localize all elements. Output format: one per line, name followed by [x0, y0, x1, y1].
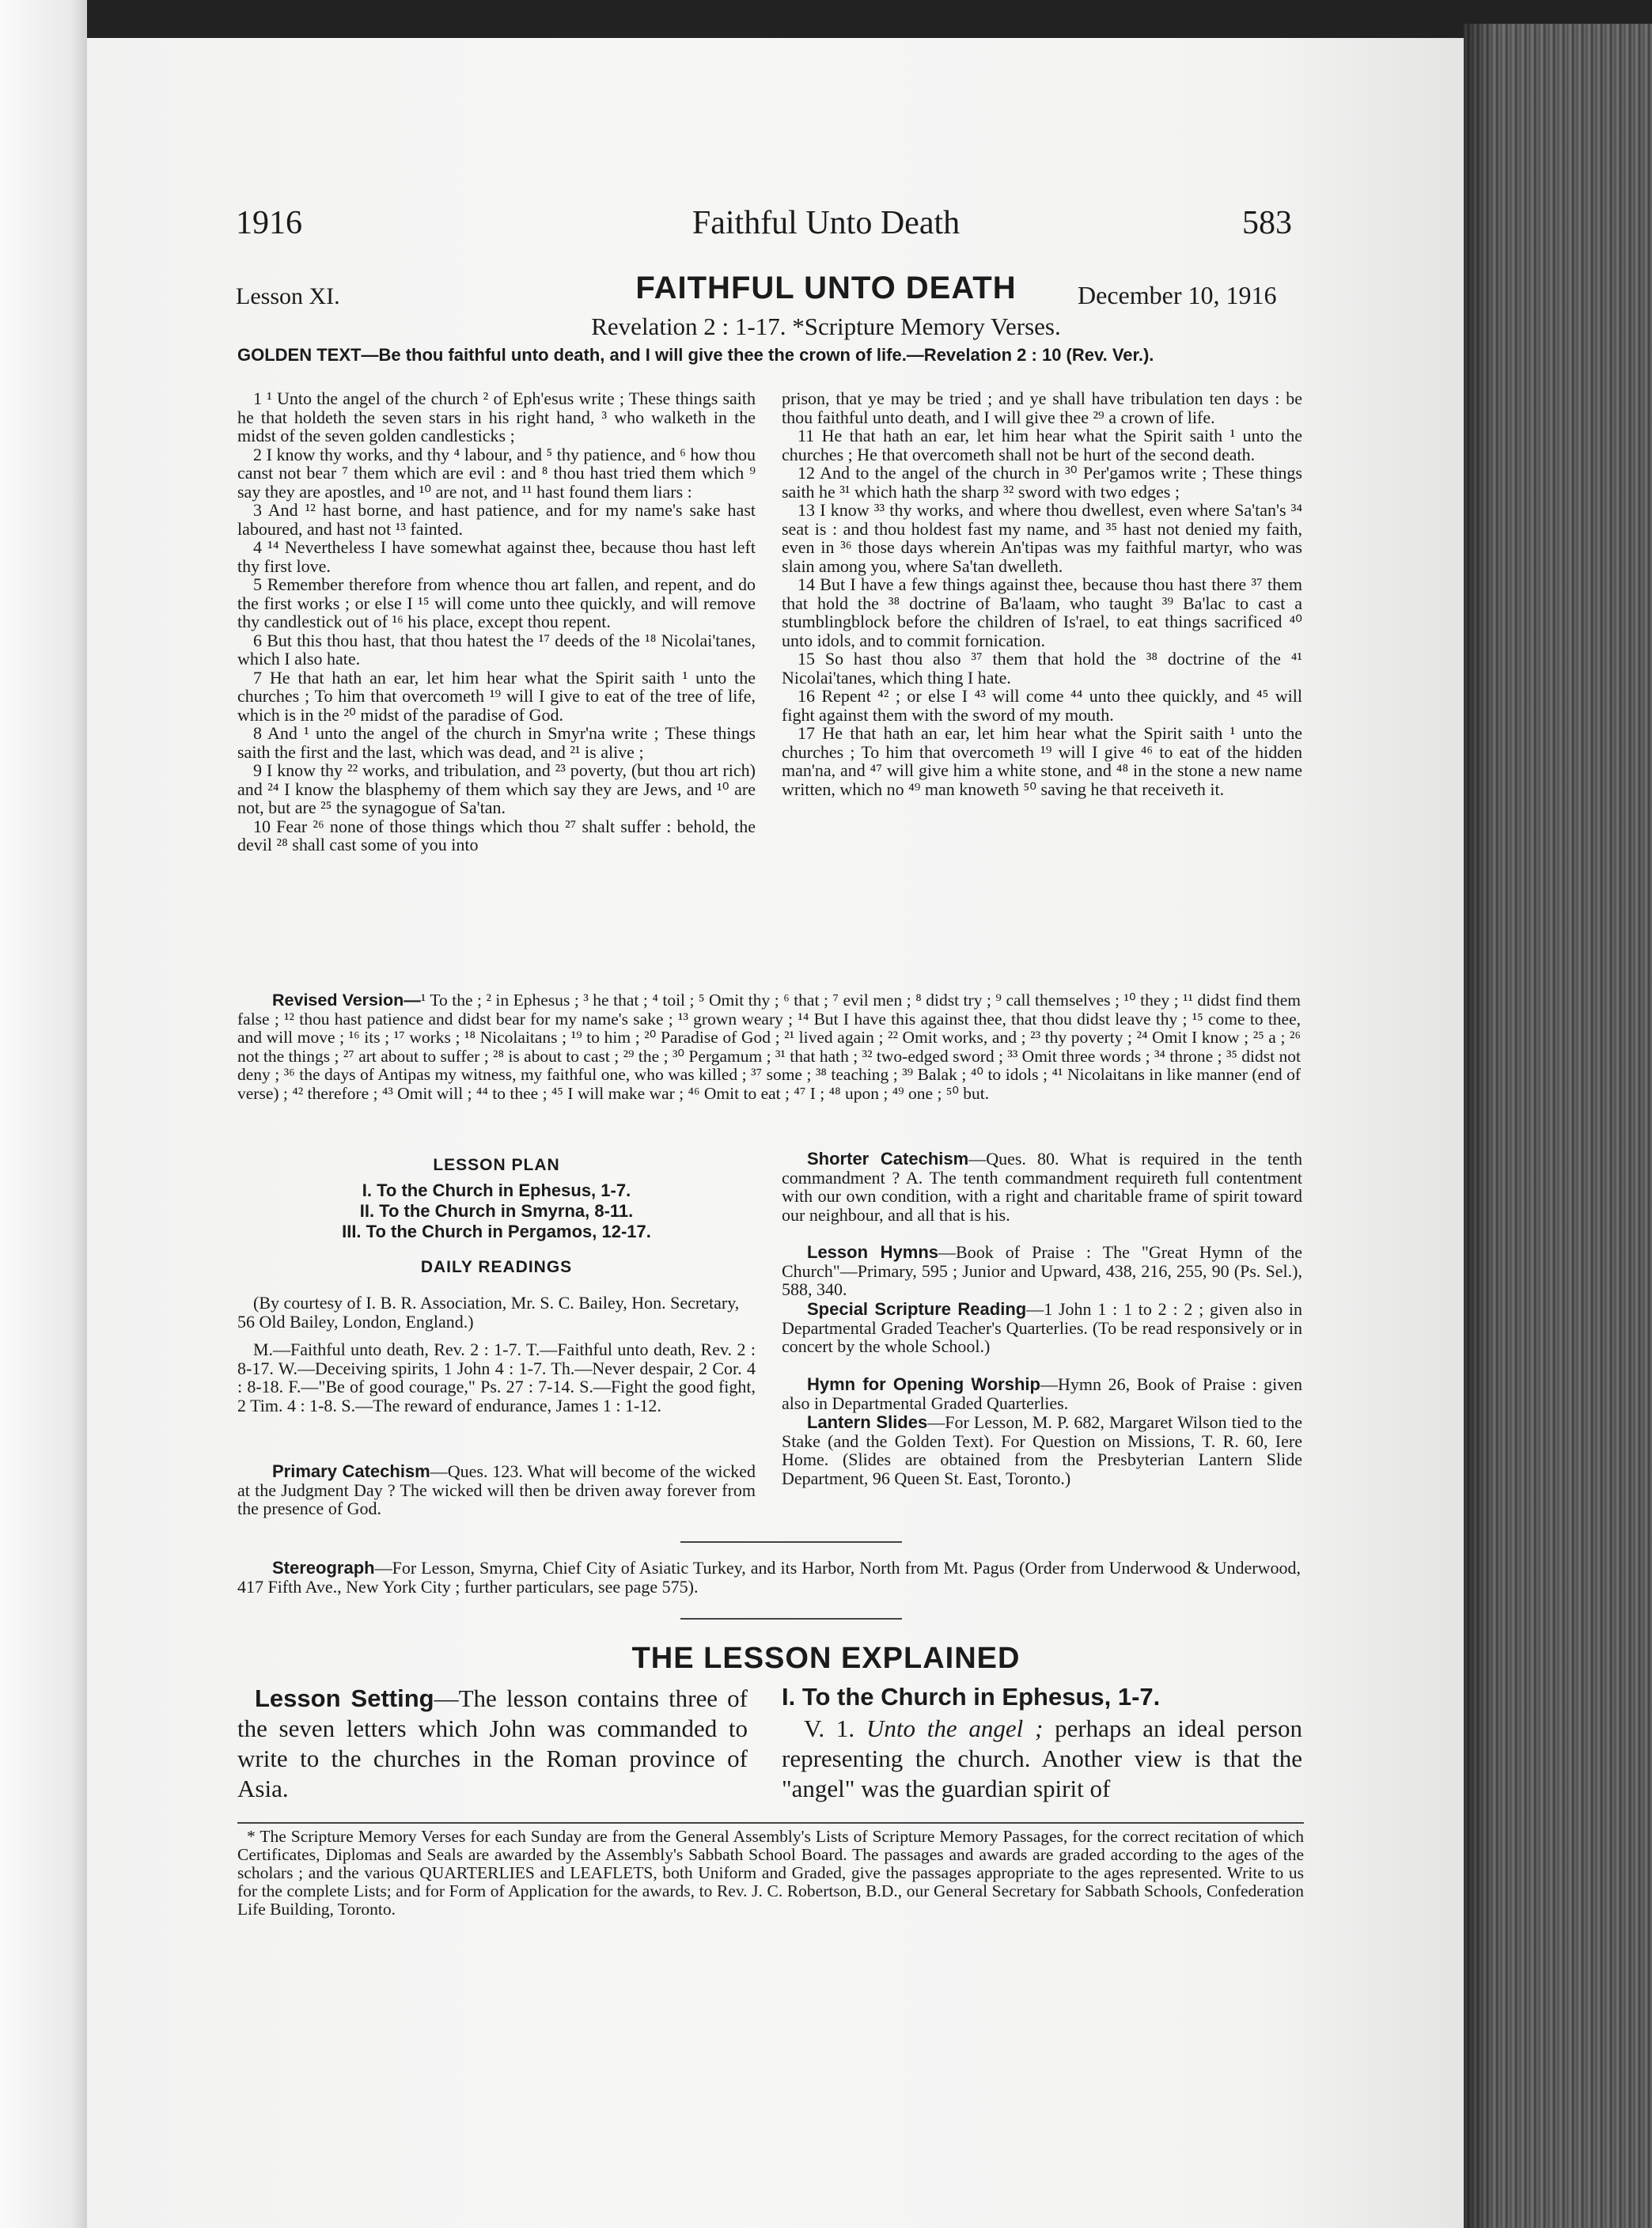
footnote-rule [237, 1822, 1304, 1824]
revised-version-text: ¹ To the ; ² in Ephesus ; ³ he that ; ⁴ toil ; ⁵ Omit thy ; ⁶ that ; ⁷ evil men ; ⁸ didst try ; ⁹ call themselves ; ¹⁰ they ; ¹¹ didst find them false ; ¹² thou hast patience and didst bear for my name's sake ; ¹³ grown weary ; ¹⁴ But I have this against thee, that thou didst leave thy ; ¹⁵ come to thee, and will move ; ¹⁶ its ; ¹⁷ works ; ¹⁸ Nicolaitans ; ¹⁹ to him ; ²⁰ Paradise of God ; ²¹ lived again ; ²² Omit works, and ; ²³ thy poverty ; ²⁴ Omit I know ; ²⁵ a ; ²⁶ not the things ; ²⁷ art about to suffer ; ²⁸ is about to cast ; ²⁹ the ; ³⁰ Pergamum ; ³¹ that hath ; ³² two-edged sword ; ³³ Omit three words ; ³⁴ throne ; ³⁵ didst not deny ; ³⁶ the days of Antipas my witness, my faithful one, who was killed ; ³⁷ some ; ³⁸ teaching ; ³⁹ Balak ; ⁴⁰ to idols ; ⁴¹ Nicolaitans in like manner (end of verse) ; ⁴² therefore ; ⁴³ Omit will ; ⁴⁴ to thee ; ⁴⁵ I will make war ; ⁴⁶ Omit to eat ; ⁴⁷ I ; ⁴⁸ upon ; ⁴⁹ one ; ⁵⁰ but. [237, 991, 1301, 1103]
verse: 12 And to the angel of the church in ³⁰ Per'gamos write ; These things saith he ³¹ which hath the sharp ³² sword with two edges ; [782, 463, 1302, 502]
special-scripture-text: —1 John 1 : 1 to 2 : 2 ; given also in Departmental Graded Teacher's Quarterlies. (To be read responsively or in concert by the whole School.) [782, 1299, 1302, 1356]
verse: 2 I know thy works, and thy ⁴ labour, and ⁵ thy patience, and ⁶ how thou canst not bear ⁷ them which are evil : and ⁸ thou hast tried them which ⁹ say they are apostles, and ¹⁰ are not, and ¹¹ hast found them liars : [237, 444, 756, 502]
divider-rule [680, 1618, 902, 1620]
divider-rule [680, 1541, 902, 1543]
verse: 4 ¹⁴ Nevertheless I have somewhat against thee, because thou hast left thy first love. [237, 537, 756, 576]
opening-hymn [782, 1375, 1302, 1412]
special-scripture-reading [782, 1300, 1302, 1356]
stereograph-note [237, 1559, 1301, 1596]
lesson-date: December 10, 1916 [1078, 281, 1277, 309]
lesson-number: Lesson XI. [236, 283, 340, 309]
daily-readings-courtesy: (By courtesy of I. B. R. Association, Mr. S. C. Bailey, Hon. Secretary, 56 Old Bailey, London, England.) [237, 1293, 740, 1332]
lesson-plan-heading: LESSON PLAN [433, 1156, 560, 1174]
footnote: * The Scripture Memory Verses for each Sunday are from the General Assembly's Lists of Scripture Memory Passages, for the correct recitation of which Certificates, Diplomas and Seals are awarded by the Assembly's Sabbath School Board. The passages and awards are graded according to the ages of the scholars ; and the various QUARTERLIES and LEAFLETS, both Uniform and Graded, give the passages appropriate to the ages represented. Write to us for the complete Lists; and for Form of Application for the awards, to Rev. J. C. Robertson, B.D., our General Secretary for Sabbath Schools, Confederation Life Building, Toronto. [237, 1827, 1304, 1919]
special-scripture-label: Special Scripture Reading [807, 1299, 1027, 1319]
verse: 15 So hast thou also ³⁷ them that hold the ³⁸ doctrine of the ⁴¹ Nicolai'tanes, which thing I hate. [782, 649, 1302, 688]
verse-phrase: Unto the angel ; [866, 1715, 1044, 1742]
verse: 11 He that hath an ear, let him hear what the Spirit saith ¹ unto the churches ; He that overcometh shall not be hurt of the second death. [782, 426, 1302, 464]
opening-hymn-text: —Hymn 26, Book of Praise : given also in Departmental Graded Quarterlies. [782, 1374, 1302, 1413]
lesson-plan-item: II. To the Church in Smyrna, 8-11. [359, 1201, 634, 1221]
lesson-plan-item: III. To the Church in Pergamos, 12-17. [342, 1222, 651, 1241]
revised-version-label: Revised Version— [272, 991, 421, 1010]
scripture-column-right [782, 389, 1302, 798]
lesson-setting-text: —The lesson contains three of the seven letters which John was commanded to write to the churches in the Roman province of Asia. [237, 1684, 748, 1802]
book-gutter-shadow [1464, 24, 1495, 2228]
verse: 9 I know thy ²² works, and tribulation, and ²³ poverty, (but thou art rich) and ²⁴ I know the blasphemy of them which say they are Jews, and ¹⁰ are not, but are ²⁵ the synagogue of Sa'tan. [237, 760, 756, 817]
scripture-reference: Revelation 2 : 1-17. *Scripture Memory Verses. [591, 313, 1061, 340]
verse: 5 Remember therefore from whence thou art fallen, and repent, and do the first works ; or else I ¹⁵ will come unto thee quickly, and will remove thy candlestick out of ¹⁶ his place, except thou repent. [237, 574, 756, 631]
verse: 17 He that hath an ear, let him hear what the Spirit saith ¹ unto the churches ; To him that overcometh ¹⁹ will I give ⁴⁶ to eat of the hidden man'na, and ⁴⁷ will give him a white stone, and ⁴⁸ in the stone a new name written, which no ⁴⁹ man knoweth ⁵⁰ saving he that receiveth it. [782, 723, 1302, 799]
verse-commentary [782, 1714, 1302, 1804]
golden-text-body: Be thou faithful unto death, and I will give thee the crown of life.—Revelation 2 : 10 (Rev. Ver.). [378, 345, 1154, 365]
verse: 3 And ¹² hast borne, and hast patience, and for my name's sake hast laboured, and hast not ¹³ fainted. [237, 500, 756, 539]
golden-text-label: GOLDEN TEXT— [237, 345, 379, 365]
section-heading: I. To the Church in Ephesus, 1-7. [782, 1683, 1161, 1711]
verse: 16 Repent ⁴² ; or else I ⁴³ will come ⁴⁴ unto thee quickly, and ⁴⁵ will fight against them with the sword of my mouth. [782, 686, 1302, 725]
primary-catechism-label: Primary Catechism [272, 1461, 430, 1481]
primary-catechism [237, 1462, 756, 1518]
verse: 6 But this thou hast, that thou hatest the ¹⁷ deeds of the ¹⁸ Nicolai'tanes, which I also hate. [237, 630, 756, 669]
lantern-slides-text: —For Lesson, M. P. 682, Margaret Wilson tied to the Stake (and the Golden Text). For Question on Missions, T. R. 60, Iere Home. (Slides are obtained from the Presbyterian Lantern Slide Department, 96 Queen St. East, Toronto.) [782, 1412, 1302, 1488]
verse-ref: V. 1. [804, 1715, 866, 1742]
lantern-slides [782, 1413, 1302, 1487]
scan-top-border [0, 0, 1652, 38]
verse: prison, that ye may be tried ; and ye shall have tribulation ten days : be thou faithful unto death, and I will give thee ²⁹ a crown of life. [782, 388, 1302, 427]
shorter-catechism-text: —Ques. 80. What is required in the tenth commandment ? A. The tenth commandment requireth full contentment with our own condition, with a right and charitable frame of spirit toward our neighbour, and all that is his. [782, 1149, 1303, 1225]
verse: 1 ¹ Unto the angel of the church ² of Eph'esus write ; These things saith he that holdeth the seven stars in his right hand, ³ who walketh in the midst of the seven golden candlesticks ; [237, 388, 756, 445]
verse: 10 Fear ²⁶ none of those things which thou ²⁷ shalt suffer : behold, the devil ²⁸ shall cast some of you into [237, 816, 756, 854]
daily-readings-heading: DAILY READINGS [420, 1258, 573, 1276]
shorter-catechism [782, 1150, 1302, 1224]
golden-text [237, 344, 1301, 366]
verse: 8 And ¹ unto the angel of the church in Smyr'na write ; These things saith the first and the last, which was dead, and ²¹ is alive ; [237, 723, 756, 762]
verse: 7 He that hath an ear, let him hear what the Spirit saith ¹ unto the churches ; To him that overcometh ¹⁹ will I give to eat of the tree of life, which is in the ²⁰ midst of the paradise of God. [237, 667, 756, 725]
lesson-hymns-label: Lesson Hymns [807, 1242, 939, 1262]
verse: 14 But I have a few things against thee, because thou hast there ³⁷ them that hold the ³⁸ doctrine of Ba'laam, who taught ³⁹ Ba'lac to cast a stumblingblock before the children of Is'rael, to eat things sacrificed ⁴⁰ unto idols, and to commit fornication. [782, 574, 1302, 650]
lesson-hymns-text: —Book of Praise : The "Great Hymn of the Church"—Primary, 595 ; Junior and Upward, 438, 216, 255, 90 (Ps. Sel.), 588, 340. [782, 1242, 1302, 1299]
stereograph-text: —For Lesson, Smyrna, Chief City of Asiatic Turkey, and its Harbor, North from Mt. Pagus (Order from Underwood & Underwood, 417 Fifth Ave., New York City ; further particulars, see page 575). [237, 1558, 1301, 1597]
lesson-explained-heading: THE LESSON EXPLAINED [631, 1642, 1021, 1675]
lesson-setting-label: Lesson Setting [255, 1684, 434, 1712]
page-number: 583 [1242, 205, 1292, 241]
daily-readings-list: M.—Faithful unto death, Rev. 2 : 1-7. T.—Faithful unto death, Rev. 2 : 8-17. W.—Deceiving spirits, 1 John 4 : 1-7. Th.—Never despair, 2 Cor. 4 : 8-18. F.—"Be of good courage," Ps. 27 : 7-14. S.—Fight the good fight, 2 Tim. 4 : 1-8. S.—The reward of endurance, James 1 : 1-12. [237, 1339, 756, 1415]
opening-hymn-label: Hymn for Opening Worship [807, 1374, 1040, 1394]
lesson-hymns [782, 1243, 1302, 1299]
shorter-catechism-label: Shorter Catechism [807, 1149, 969, 1169]
lesson-setting [237, 1684, 748, 1804]
lesson-plan-item: I. To the Church in Ephesus, 1-7. [362, 1180, 631, 1200]
running-head-title: Faithful Unto Death [691, 205, 961, 241]
scripture-column-left [237, 389, 756, 854]
stereograph-label: Stereograph [272, 1558, 375, 1578]
primary-catechism-text: —Ques. 123. What will become of the wicked at the Judgment Day ? The wicked will then be driven away forever from the presence of God. [237, 1461, 756, 1518]
lantern-slides-label: Lantern Slides [807, 1412, 928, 1432]
verse-commentary-text: perhaps an ideal person representing the church. Another view is that the "angel" was the guardian spirit of [782, 1715, 1302, 1802]
lesson-title: FAITHFUL UNTO DEATH [635, 271, 1017, 305]
running-head-year: 1916 [236, 205, 302, 241]
revised-version-notes [237, 991, 1301, 1103]
verse: 13 I know ³³ thy works, and where thou dwellest, even where Sa'tan's ³⁴ seat is : and thou holdest fast my name, and ³⁵ hast not denied my faith, even in ³⁶ those days wherein An'tipas was my faithful martyr, who was slain among you, where Sa'tan dwelleth. [782, 500, 1302, 576]
